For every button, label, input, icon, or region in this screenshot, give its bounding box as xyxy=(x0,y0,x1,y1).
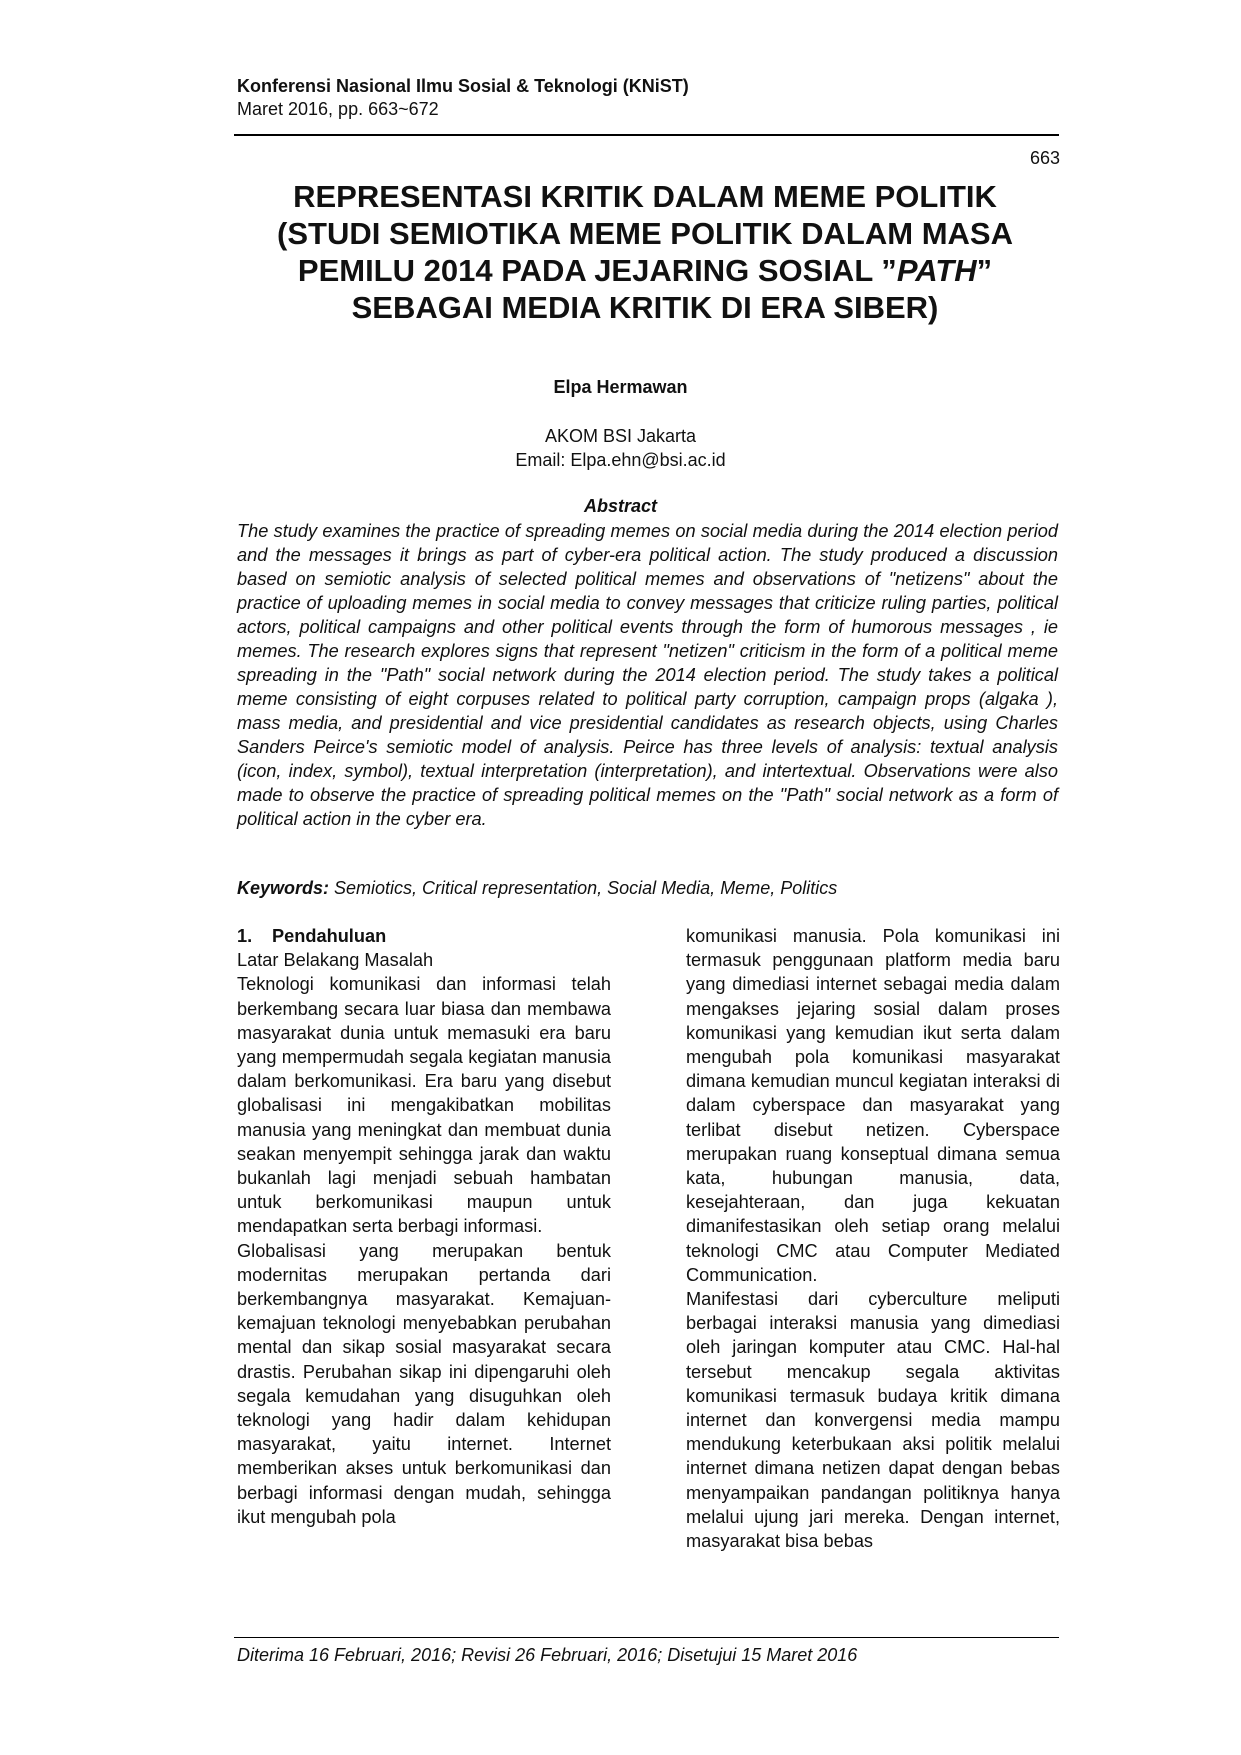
header-divider xyxy=(234,134,1059,136)
footer-dates: Diterima 16 Februari, 2016; Revisi 26 Februari, 2016; Disetujui 15 Maret 2016 xyxy=(237,1645,858,1665)
body-column-right xyxy=(686,924,1060,1553)
author-name: Elpa Hermawan xyxy=(553,377,688,397)
journal-date-pages: Maret 2016, pp. 663~672 xyxy=(237,99,439,119)
body-paragraph: Globalisasi yang merupakan bentuk modernitas merupakan pertanda dari berkembangnya masyarakat. Kemajuan-kemajuan teknologi menyebabkan perubahan mental dan sikap sosial masyarakat secara drastis. Perubahan sikap ini dipengaruhi oleh segala kemudahan yang disuguhkan oleh teknologi yang hadir dalam kehidupan masyarakat, yaitu internet. Internet memberikan akses untuk berkomunikasi dan berbagi informasi dengan mudah, sehingga ikut mengubah pola xyxy=(237,1240,611,1527)
title-line-2: (STUDI SEMIOTIKA MEME POLITIK DALAM MASA xyxy=(277,216,1013,251)
subsection-heading: Latar Belakang Masalah xyxy=(237,950,434,971)
title-line-3: PEMILU 2014 PADA JEJARING SOSIAL ”PATH” xyxy=(297,253,993,288)
footer-divider xyxy=(234,1637,1059,1638)
body-column-left xyxy=(237,924,611,1529)
title-path-italic: PATH xyxy=(896,253,977,288)
author-affiliation: AKOM BSI Jakarta xyxy=(544,426,697,446)
section-heading xyxy=(237,924,611,948)
paper-title xyxy=(210,178,1080,326)
title-line-1: REPRESENTASI KRITIK DALAM MEME POLITIK xyxy=(293,179,997,214)
body-paragraph: Manifestasi dari cyberculture meliputi berbagai interaksi manusia yang dimediasi oleh jaringan komputer atau CMC. Hal-hal tersebut mencakup segala aktivitas komunikasi termasuk budaya kritik dimana internet dan konvergensi media mampu mendukung keterbukaan aksi politik melalui internet dimana netizen dapat dengan bebas menyampaikan pandangan politiknya hanya melalui ujung jari mereka. Dengan internet, masyarakat bisa bebas xyxy=(686,1289,1060,1552)
abstract-text: The study examines the practice of spreading memes on social media during the 2014 election period and the messages it brings as part of cyber-era political action. The study produced a discussion based on semiotic analysis of selected political memes and observations of "netizens" about the practice of uploading memes in social media to convey messages that criticize ruling parties, political actors, political campaigns and other political events through the form of humorous messages , ie memes. The research explores signs that represent "netizen" criticism in the form of a political meme spreading in the "Path" social network during the 2014 election period. The study takes a political meme consisting of eight corpuses related to political party corruption, campaign props (algaka ), mass media, and presidential and vice presidential candidates as research objects, using Charles Sanders Peirce's semiotic model of analysis. Peirce has three levels of analysis: textual analysis (icon, index, symbol), textual interpretation (interpretation), and intertextual. Observations were also made to observe the practice of spreading political memes on the "Path" social network as a form of political action in the cyber era. xyxy=(237,521,1058,829)
keywords-label: Keywords: xyxy=(237,878,330,898)
section-number: 1. xyxy=(237,926,253,946)
body-paragraph: komunikasi manusia. Pola komunikasi ini termasuk penggunaan platform media baru yang dimediasi internet sebagai media dalam mengakses jejaring sosial dalam proses komunikasi yang kemudian ikut serta dalam mengubah pola komunikasi masyarakat dimana kemudian muncul kegiatan interaksi di dalam cyberspace dan masyarakat yang terlibat disebut netizen. Cyberspace merupakan ruang konseptual dimana semua kata, hubungan manusia, data, kesejahteraan, dan juga kekuatan dimanifestasikan oleh setiap orang melalui teknologi CMC atau Computer Mediated Communication. xyxy=(686,926,1060,1285)
author-affiliation-block xyxy=(0,424,1241,472)
author-email: Email: Elpa.ehn@bsi.ac.id xyxy=(515,450,726,470)
keywords-list: Semiotics, Critical representation, Social Media, Meme, Politics xyxy=(329,878,838,898)
page-number: 663 xyxy=(1029,148,1060,168)
keywords xyxy=(237,878,1058,899)
abstract-heading: Abstract xyxy=(583,496,658,516)
section-title: Pendahuluan xyxy=(272,926,387,946)
title-line-4: SEBAGAI MEDIA KRITIK DI ERA SIBER) xyxy=(351,290,939,325)
body-paragraph: Teknologi komunikasi dan informasi telah berkembang secara luar biasa dan membawa masyarakat dunia untuk memasuki era baru yang mempermudah segala kegiatan manusia dalam berkomunikasi. Era baru yang disebut globalisasi ini mengakibatkan mobilitas manusia yang meningkat dan membuat dunia seakan menyempit sehingga jarak dan waktu bukanlah lagi menjadi sebuah hambatan untuk berkomunikasi maupun untuk mendapatkan serta berbagi informasi. xyxy=(237,974,611,1237)
journal-conference-name: Konferensi Nasional Ilmu Sosial & Teknologi (KNiST) xyxy=(237,76,689,96)
